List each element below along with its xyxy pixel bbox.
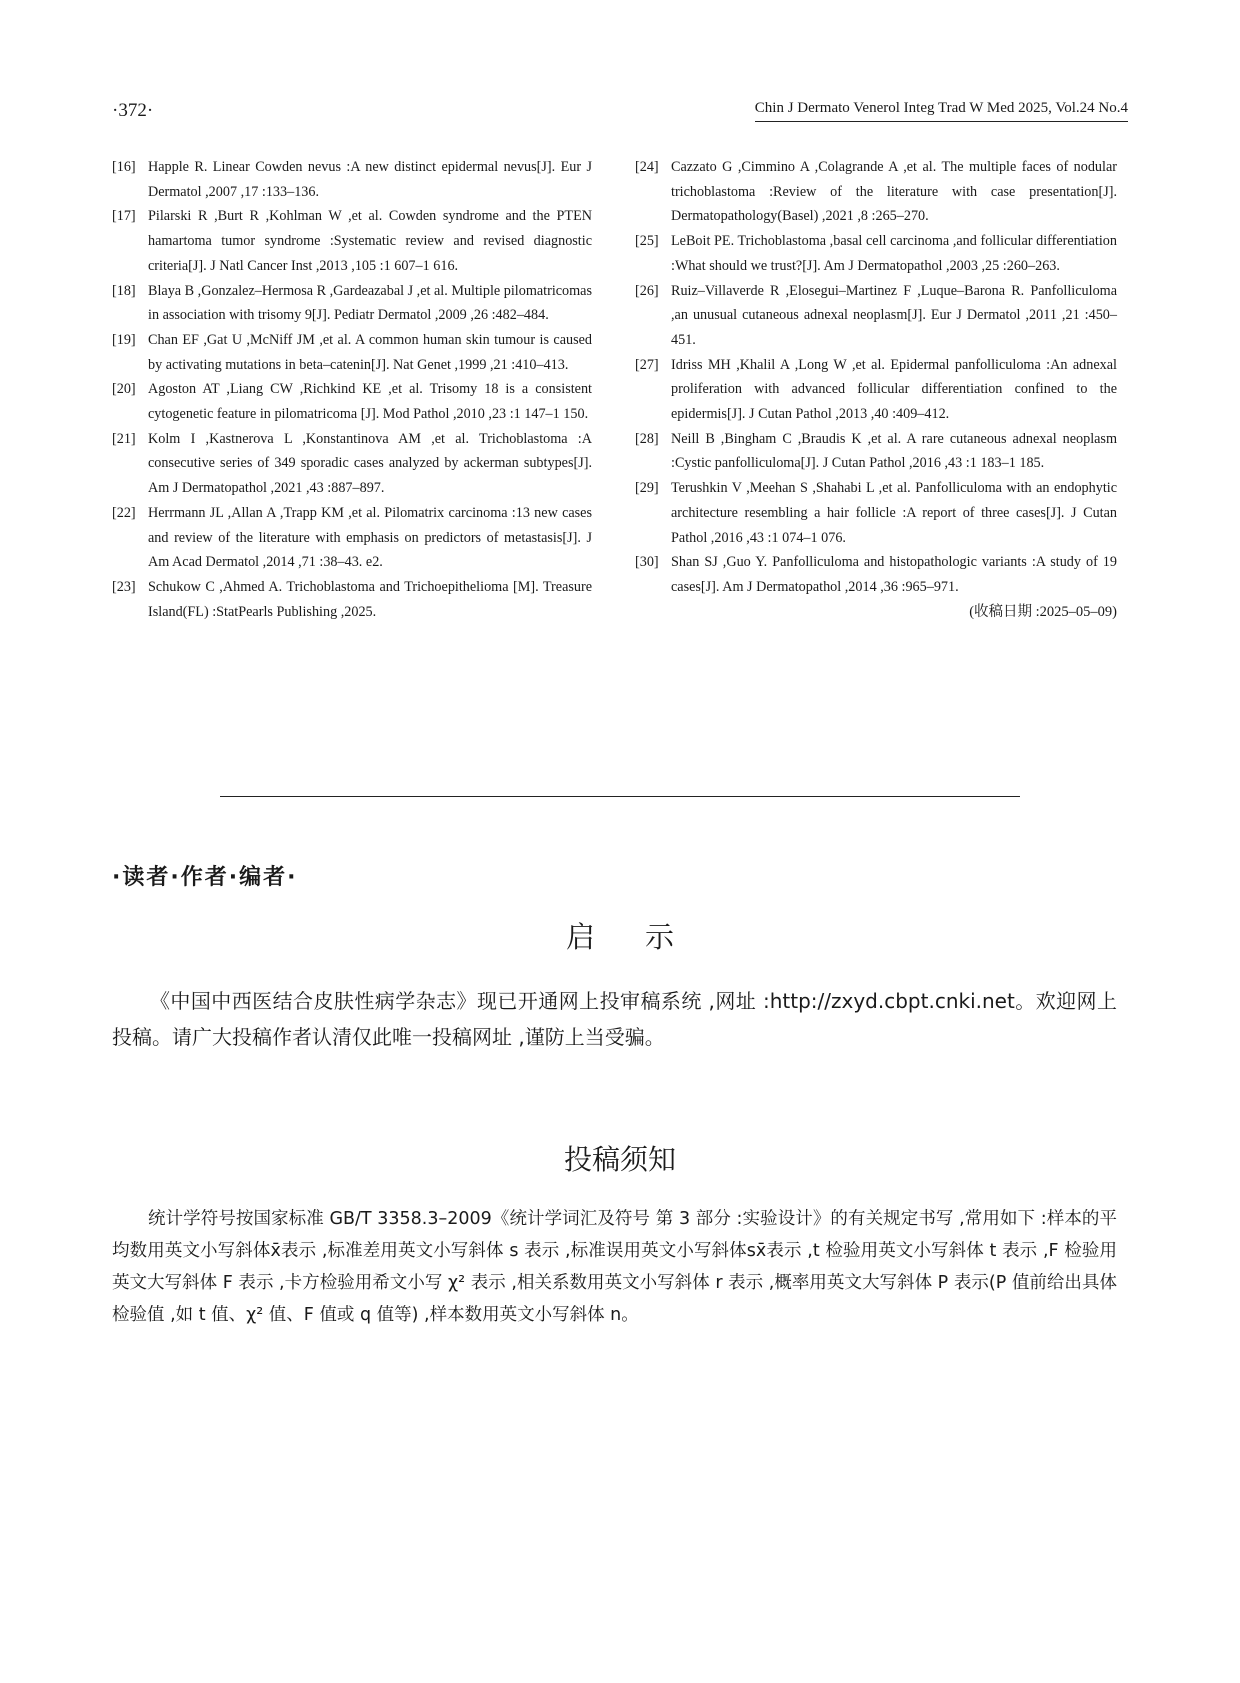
reference-text: Ruiz–Villaverde R ,Elosegui–Martinez F ,Luque–Barona R. Panfolliculoma ,an unusual cutaneous adnexal neoplasm[J]. Eur J Dermatol ,2011 ,21 :450–451. bbox=[671, 282, 1117, 348]
reference-item bbox=[635, 476, 1117, 550]
reference-item bbox=[635, 155, 1117, 229]
page-number: ·372· bbox=[112, 100, 154, 121]
reference-item bbox=[112, 204, 592, 278]
reference-number: [26] bbox=[635, 282, 659, 299]
received-date: (收稿日期 :2025–05–09) bbox=[969, 603, 1117, 620]
reference-text: Kolm I ,Kastnerova L ,Konstantinova AM ,et al. Trichoblastoma :A consecutive series of 349 sporadic cases analyzed by ackerman subtypes[J]. Am J Dermatopathol ,2021 ,43 :887–897. bbox=[148, 430, 592, 497]
reference-text: Schukow C ,Ahmed A. Trichoblastoma and Trichoepithelioma [M]. Treasure Island(FL) :StatPearls Publishing ,2025. bbox=[148, 578, 592, 620]
notice-body: 《中国中西医结合皮肤性病学杂志》现已开通网上投审稿系统 ,网址 :http://zxyd.cbpt.cnki.net。欢迎网上投稿。请广大投稿作者认清仅此唯一投稿网址 ,谨防上当受骗。 bbox=[112, 989, 1117, 1049]
reference-text: Shan SJ ,Guo Y. Panfolliculoma and histopathologic variants :A study of 19 cases[J]. Am J Dermatopathol ,2014 ,36 :965–971. bbox=[671, 554, 1117, 595]
journal-info: Chin J Dermato Venerol Integ Trad W Med 2025, Vol.24 No.4 bbox=[755, 100, 1128, 122]
reference-item bbox=[635, 550, 1117, 599]
reference-item bbox=[635, 427, 1117, 476]
reference-number: [20] bbox=[112, 381, 136, 398]
reference-item bbox=[635, 229, 1117, 278]
reference-number: [18] bbox=[112, 282, 136, 299]
reference-text: Idriss MH ,Khalil A ,Long W ,et al. Epidermal panfolliculoma :An adnexal proliferation with advanced follicular differentiation confined to the epidermis[J]. J Cutan Pathol ,2013 ,40 :409–412. bbox=[671, 356, 1117, 423]
submission-guide-title: 投稿须知 bbox=[563, 1143, 676, 1176]
reference-number: [22] bbox=[112, 504, 136, 521]
reference-item bbox=[112, 328, 592, 377]
reference-item bbox=[635, 353, 1117, 427]
column-label: ·读者·作者·编者· bbox=[112, 865, 298, 890]
reference-number: [24] bbox=[635, 159, 659, 175]
page-header bbox=[112, 100, 1128, 126]
reference-text: Blaya B ,Gonzalez–Hermosa R ,Gardeazabal J ,et al. Multiple pilomatricomas in association with trisomy 9[J]. Pediatr Dermatol ,2009 ,26 :482–484. bbox=[148, 282, 593, 324]
reference-text: Cazzato G ,Cimmino A ,Colagrande A ,et al. The multiple faces of nodular trichoblastoma :Review of the literature with case presentation[J]. Dermatopathology(Basel) ,2021 ,8 :265–270. bbox=[671, 159, 1117, 225]
reference-number: [30] bbox=[635, 554, 659, 571]
references-right-column bbox=[635, 155, 1117, 624]
submission-guide-body: 统计学符号按国家标准 GB/T 3358.3–2009《统计学词汇及符号 第 3 部分 :实验设计》的有关规定书写 ,常用如下 :样本的平均数用英文小写斜体x̄表示 ,标准差用英文小写斜体 s 表示 ,标准误用英文小写斜体sx̄表示 ,t 检验用英文小写斜体 t 表示 ,F 检验用英文大写斜体 F 表示 ,卡方检验用希文小写 χ² 表示 ,相关系数用英文小写斜体 r 表示 ,概率用英文大写斜体 P 表示(P 值前给出具体检验值 ,如 t 值、χ² 值、F 值或 q 值等) ,样本数用英文小写斜体 n。 bbox=[112, 1209, 1117, 1325]
references-left-column bbox=[112, 155, 592, 624]
reference-text: Pilarski R ,Burt R ,Kohlman W ,et al. Cowden syndrome and the PTEN hamartoma tumor syndrome :Systematic review and revised diagnostic criteria[J]. J Natl Cancer Inst ,2013 ,105 :1 607–1 616. bbox=[148, 208, 592, 274]
reference-number: [21] bbox=[112, 430, 136, 447]
reference-text: Chan EF ,Gat U ,McNiff JM ,et al. A common human skin tumour is caused by activating mutations in beta–catenin[J]. Nat Genet ,1999 ,21 :410–413. bbox=[148, 331, 592, 373]
reference-number: [23] bbox=[112, 578, 136, 595]
reference-text: LeBoit PE. Trichoblastoma ,basal cell carcinoma ,and follicular differentiation :What should we trust?[J]. Am J Dermatopathol ,2003 ,25 :260–263. bbox=[671, 233, 1117, 274]
reference-number: [16] bbox=[112, 159, 136, 175]
reference-item bbox=[112, 575, 592, 624]
reference-number: [28] bbox=[635, 430, 659, 447]
reference-item bbox=[635, 279, 1117, 353]
reference-text: Happle R. Linear Cowden nevus :A new distinct epidermal nevus[J]. Eur J Dermatol ,2007 ,17 :133–136. bbox=[148, 159, 592, 200]
section-divider bbox=[220, 796, 1020, 797]
reference-number: [27] bbox=[635, 356, 659, 373]
reference-item bbox=[112, 501, 592, 575]
reference-text: Neill B ,Bingham C ,Braudis K ,et al. A rare cutaneous adnexal neoplasm :Cystic panfolliculoma[J]. J Cutan Pathol ,2016 ,43 :1 183–1 185. bbox=[671, 430, 1117, 472]
notice-title: 启示 bbox=[565, 920, 724, 954]
reference-text: Terushkin V ,Meehan S ,Shahabi L ,et al. Panfolliculoma with an endophytic architecture resembling a hair follicle :A report of three cases[J]. J Cutan Pathol ,2016 ,43 :1 074–1 076. bbox=[671, 480, 1117, 546]
reference-text: Herrmann JL ,Allan A ,Trapp KM ,et al. Pilomatrix carcinoma :13 new cases and review of the literature with emphasis on predictors of metastasis[J]. J Am Acad Dermatol ,2014 ,71 :38–43. e2. bbox=[148, 504, 592, 571]
reference-text: Agoston AT ,Liang CW ,Richkind KE ,et al. Trisomy 18 is a consistent cytogenetic feature in pilomatricoma [J]. Mod Pathol ,2010 ,23 :1 147–1 150. bbox=[148, 381, 592, 423]
reference-item bbox=[112, 155, 592, 204]
reference-number: [29] bbox=[635, 480, 659, 497]
reference-number: [17] bbox=[112, 208, 136, 225]
reference-number: [25] bbox=[635, 233, 659, 250]
reference-item bbox=[112, 377, 592, 426]
reference-number: [19] bbox=[112, 331, 136, 348]
reference-item bbox=[112, 279, 592, 328]
reference-item bbox=[112, 427, 592, 501]
